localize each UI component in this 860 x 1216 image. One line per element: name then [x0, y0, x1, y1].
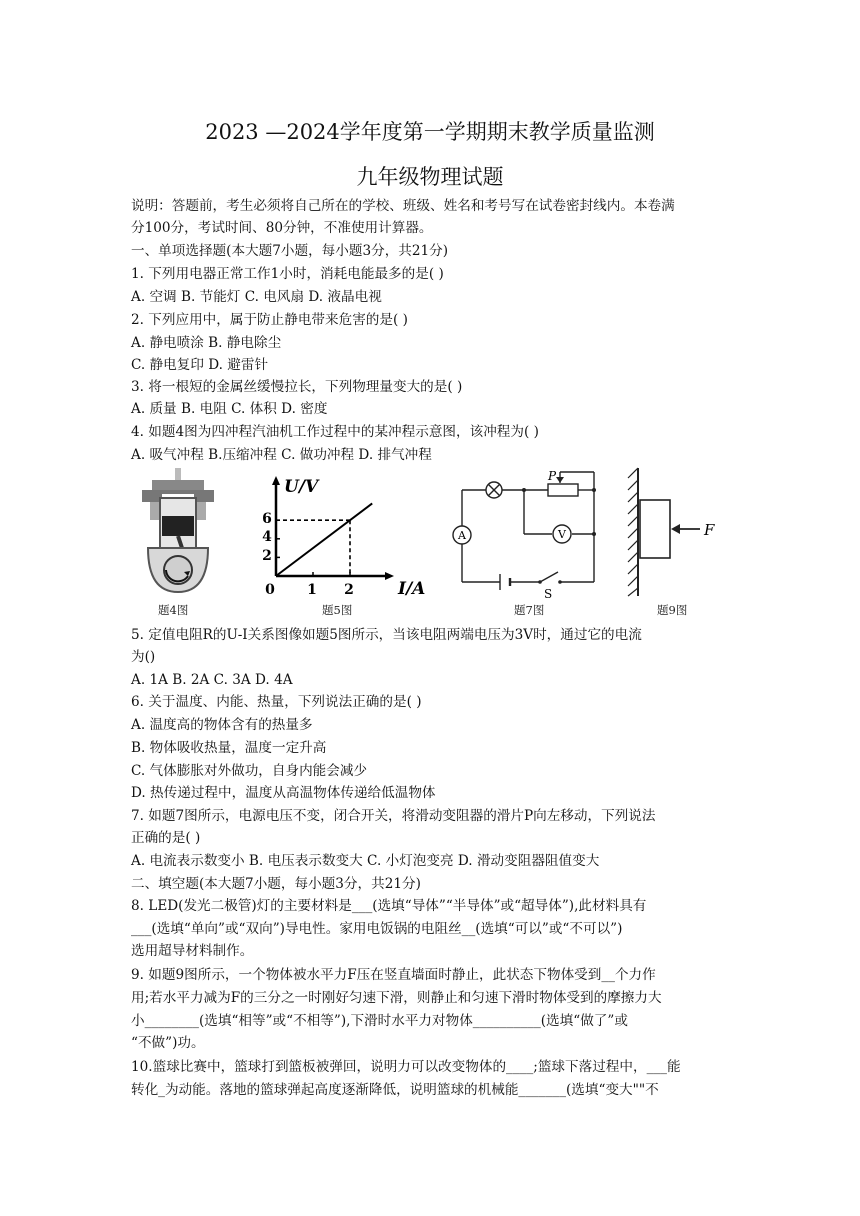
question-text: 正确的是( ) — [131, 830, 201, 846]
question-text: 4. 如题4图为四冲程汽油机工作过程中的某冲程示意图，该冲程为( ) — [131, 424, 539, 440]
y-tick-label: 2 — [262, 548, 272, 564]
question-text: 1. 下列用电器正常工作1小时，消耗电能最多的是( ) — [131, 266, 444, 282]
question-options: D. 热传递过程中，温度从高温物体传递给低温物体 — [131, 785, 436, 801]
circuit-diagram — [448, 468, 608, 600]
wall-block-diagram — [620, 466, 730, 598]
question-text: 9. 如题9图所示，一个物体被水平力F压在竖直墙面时静止，此状态下物体受到__个力作 — [131, 967, 656, 983]
u-i-chart — [252, 470, 432, 602]
question-options: A. 1A B. 2A C. 3A D. 4A — [131, 672, 293, 688]
figure-4-caption: 题4图 — [158, 603, 189, 617]
block — [640, 500, 670, 558]
figure-9-wall — [620, 466, 730, 598]
question-text: “不做”)功。 — [131, 1035, 205, 1051]
y-axis-label: U/V — [284, 477, 319, 497]
question-options: B. 物体吸收热量，温度一定升高 — [131, 740, 327, 756]
section-heading: 一、单项选择题(本大题7小题，每小题3分，共21分) — [131, 243, 449, 259]
question-text: 8. LED(发光二极管)灯的主要材料是___(选填“导体”“半导体”或“超导体”),此材料具有 — [131, 898, 647, 914]
question-text: 6. 关于温度、内能、热量，下列说法正确的是( ) — [131, 694, 422, 710]
y-axis-arrow — [272, 476, 280, 485]
question-text: 用;若水平力减为F的三分之一时刚好匀速下滑，则静止和匀速下滑时物体受到的摩擦力大 — [131, 990, 662, 1006]
question-options: A. 质量 B. 电阻 C. 体积 D. 密度 — [131, 401, 328, 417]
figure-9-caption: 题9图 — [657, 603, 688, 617]
x-axis-arrow — [385, 572, 394, 580]
figure-4-engine — [132, 466, 224, 596]
exam-subtitle: 九年级物理试题 — [356, 165, 504, 189]
question-text: 5. 定值电阻R的U-I关系图像如题5图所示，当该电阻两端电压为3V时，通过它的电流 — [131, 627, 642, 643]
question-options: A. 温度高的物体含有的热量多 — [131, 717, 313, 733]
question-options: C. 静电复印 D. 避雷针 — [131, 357, 269, 373]
origin-label: 0 — [265, 582, 275, 598]
question-text: 选用超导材料制作。 — [131, 943, 254, 959]
x-axis-label: I/A — [398, 579, 426, 599]
y-tick-label: 6 — [262, 511, 272, 527]
question-text: ___(选填“单向”或“双向”)导电性。家用电饭锅的电阻丝__(选填“可以”或“不可以”) — [131, 921, 623, 937]
figure-7-circuit — [448, 468, 608, 600]
figure-5-caption: 题5图 — [322, 603, 353, 617]
switch-icon — [540, 572, 558, 582]
x-tick-label: 1 — [307, 582, 317, 598]
x-tick-label: 2 — [344, 582, 354, 598]
instruction-line: 说明：答题前，考生必须将自己所在的学校、班级、姓名和考号写在试卷密封线内。本卷满 — [131, 198, 675, 214]
slider-arrow — [556, 477, 564, 483]
question-options: A. 吸气冲程 B.压缩冲程 C. 做功冲程 D. 排气冲程 — [131, 447, 432, 463]
ammeter-label: A — [458, 529, 466, 542]
rheostat-icon — [548, 484, 578, 496]
question-text: 为() — [131, 649, 156, 665]
exam-title: 2023 —2024学年度第一学期期末教学质量监测 — [205, 120, 655, 144]
question-options: C. 气体膨胀对外做功，自身内能会减少 — [131, 763, 368, 779]
question-options: A. 静电喷涂 B. 静电除尘 — [131, 335, 282, 351]
y-tick-label: 4 — [262, 529, 272, 545]
slider-label: P — [548, 469, 557, 483]
switch-label: S — [544, 587, 553, 600]
question-options: A. 空调 B. 节能灯 C. 电风扇 D. 液晶电视 — [131, 289, 382, 305]
series-line — [276, 503, 372, 576]
figure-5-graph — [252, 470, 432, 602]
question-text: 3. 将一根短的金属丝缓慢拉长，下列物理量变大的是( ) — [131, 379, 463, 395]
instruction-line: 分100分，考试时间、80分钟，不准使用计算器。 — [131, 220, 433, 236]
question-text: 7. 如题7图所示，电源电压不变，闭合开关，将滑动变阻器的滑片P向左移动，下列说法 — [131, 808, 656, 824]
force-label: F — [704, 521, 715, 539]
question-text: 2. 下列应用中，属于防止静电带来危害的是( ) — [131, 312, 408, 328]
voltmeter-label: V — [558, 528, 566, 541]
section-heading: 二、填空题(本大题7小题，每小题3分，共21分) — [131, 876, 421, 892]
engine-diagram — [132, 466, 224, 596]
question-text: 小________(选填“相等”或“不相等”),下滑时水平力对物体__________(选填“做了”或 — [131, 1013, 628, 1029]
figure-7-caption: 题7图 — [514, 603, 545, 617]
question-text: 转化_为动能。落地的篮球弹起高度逐渐降低，说明篮球的机械能_______(选填“变大""不 — [131, 1082, 659, 1098]
question-options: A. 电流表示数变小 B. 电压表示数变大 C. 小灯泡变亮 D. 滑动变阻器阻值变大 — [131, 853, 600, 869]
question-text: 10.篮球比赛中，篮球打到篮板被弹回，说明力可以改变物体的____;篮球下落过程中，___能 — [131, 1059, 681, 1075]
